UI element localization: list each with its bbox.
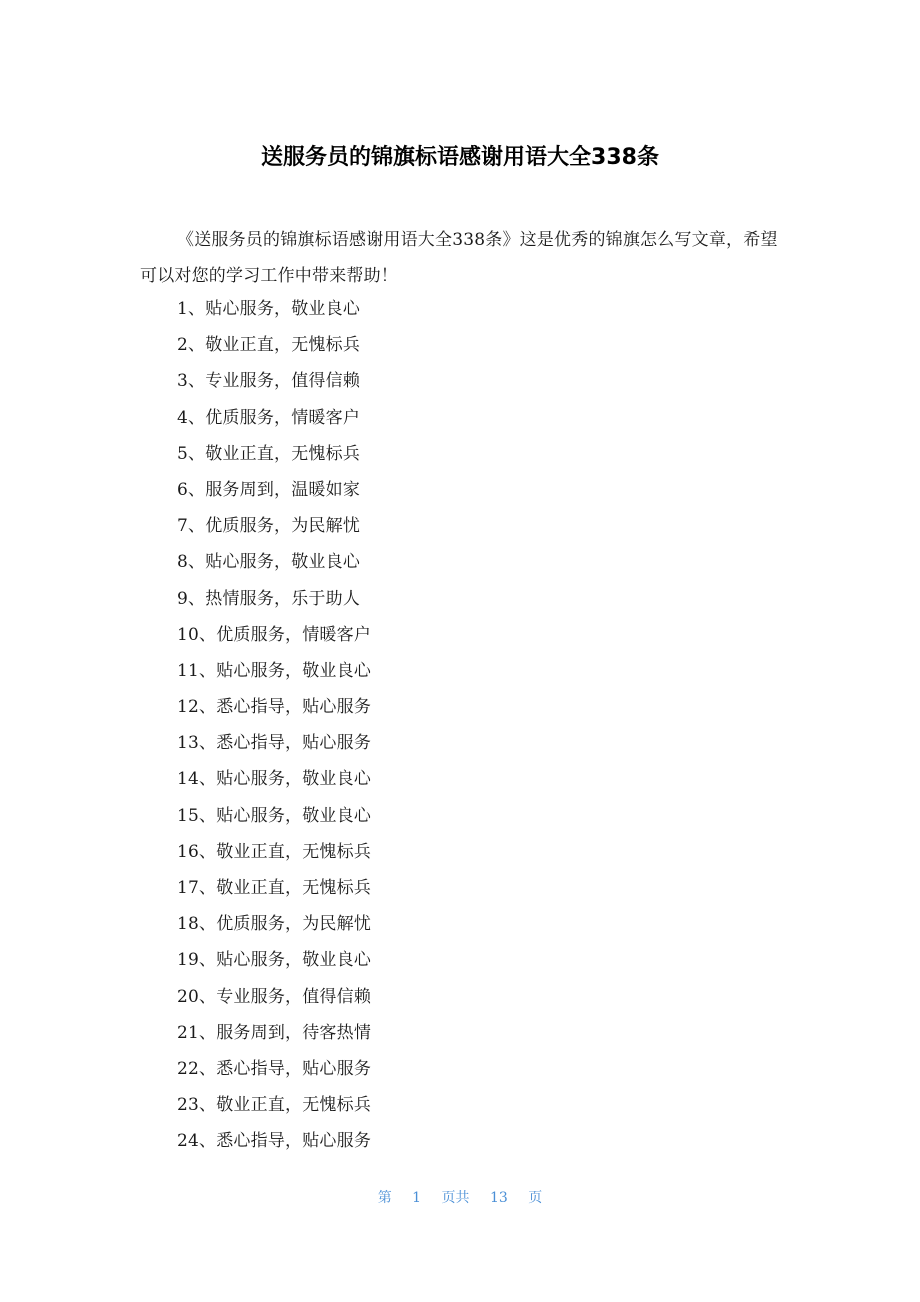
intro-paragraph: 《送服务员的锦旗标语感谢用语大全338条》这是优秀的锦旗怎么写文章，希望可以对您的学习工作中带来帮助！	[140, 230, 778, 286]
list-item: 11、贴心服务，敬业良心	[177, 660, 372, 681]
footer-prefix: 第	[377, 1190, 392, 1206]
list-item: 19、贴心服务，敬业良心	[177, 950, 372, 971]
footer-current-page: 1	[412, 1190, 422, 1206]
list-item: 6、服务周到，温暖如家	[177, 479, 361, 500]
list-item: 4、优质服务，情暖客户	[177, 407, 361, 428]
page-footer	[0, 1186, 920, 1210]
list-item: 12、悉心指导，贴心服务	[177, 697, 372, 718]
list-item: 24、悉心指导，贴心服务	[177, 1131, 372, 1152]
footer-total-pages: 13	[490, 1190, 508, 1206]
list-item: 5、敬业正直，无愧标兵	[177, 443, 361, 464]
list-item: 1、贴心服务，敬业良心	[177, 299, 361, 319]
list-item: 8、贴心服务，敬业良心	[177, 552, 361, 573]
list-item: 9、热情服务，乐于助人	[177, 588, 361, 609]
list-item: 20、专业服务，值得信赖	[177, 986, 372, 1007]
list-item: 16、敬业正直，无愧标兵	[177, 841, 372, 862]
list-item: 23、敬业正直，无愧标兵	[177, 1095, 372, 1116]
list-item: 18、优质服务，为民解忧	[177, 914, 372, 935]
list-item: 15、贴心服务，敬业良心	[177, 805, 372, 826]
list-item: 17、敬业正直，无愧标兵	[177, 878, 372, 898]
list-item: 2、敬业正直，无愧标兵	[177, 335, 361, 356]
list-item: 10、优质服务，情暖客户	[177, 624, 372, 645]
footer-mid: 页共	[441, 1190, 470, 1206]
list-item: 22、悉心指导，贴心服务	[177, 1058, 372, 1079]
list-item: 13、悉心指导，贴心服务	[177, 733, 372, 754]
list-item: 3、专业服务，值得信赖	[177, 371, 361, 392]
list-item: 14、贴心服务，敬业良心	[177, 769, 372, 790]
list-item: 7、优质服务，为民解忧	[177, 516, 361, 537]
list-item: 21、服务周到，待客热情	[177, 1022, 372, 1043]
slogan-list	[177, 291, 371, 1160]
document-title: 送服务员的锦旗标语感谢用语大全338条	[261, 145, 659, 170]
footer-suffix: 页	[528, 1190, 543, 1206]
